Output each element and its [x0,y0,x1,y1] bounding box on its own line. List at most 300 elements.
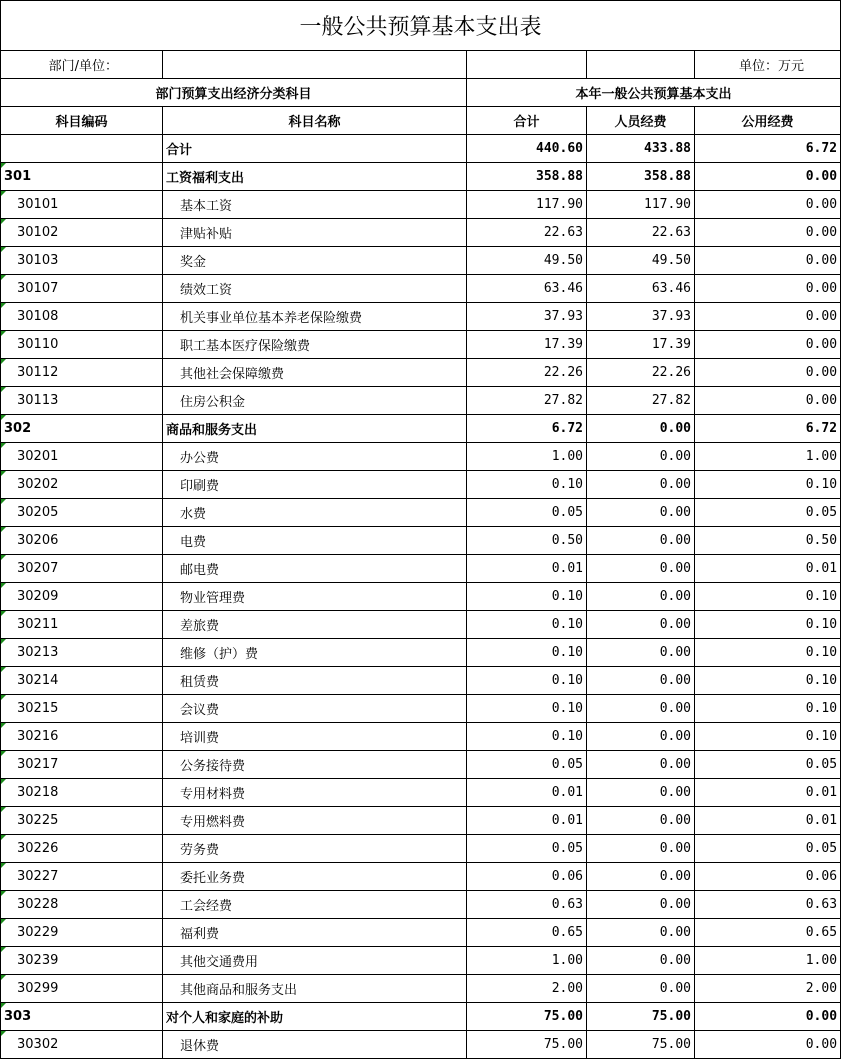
cell-public-text: 0.00 [805,337,838,352]
cell-personnel-text: 0.00 [659,617,691,632]
cell-public-text: 0.00 [805,1009,838,1024]
cell-total [467,807,587,835]
cell-name [163,163,467,191]
cell-code-text: 30227 [17,869,59,884]
cell-code [1,1031,163,1059]
cell-code [1,247,163,275]
cell-public-text: 0.10 [805,589,838,604]
cell-name [163,415,467,443]
cell-marker-icon [1,1003,6,1008]
cell-public [695,1003,841,1031]
cell-total-text: 0.63 [551,897,583,912]
table-row [1,947,841,975]
cell-total-text: 27.82 [543,393,583,408]
cell-name-text: 电费 [180,535,207,550]
group-header-left: 部门预算支出经济分类科目 [1,79,467,107]
table-row [1,555,841,583]
cell-total [467,359,587,387]
cell-name [163,863,467,891]
cell-personnel-text: 0.00 [659,673,691,688]
table-row [1,835,841,863]
cell-personnel [587,331,695,359]
cell-personnel-text: 117.90 [644,197,691,212]
cell-total-text: 0.10 [551,645,583,660]
cell-total-text: 17.39 [543,337,583,352]
cell-public [695,919,841,947]
cell-total [467,947,587,975]
cell-personnel [587,611,695,639]
table-row [1,471,841,499]
cell-code-text: 30216 [17,729,59,744]
cell-name [163,1003,467,1031]
cell-code [1,611,163,639]
cell-marker-icon [1,751,6,756]
cell-marker-icon [1,303,6,308]
cell-public [695,275,841,303]
cell-public [695,975,841,1003]
cell-personnel-text: 0.00 [659,449,691,464]
cell-marker-icon [1,639,6,644]
cell-total-text: 0.10 [551,701,583,716]
cell-code [1,583,163,611]
cell-code-text: 30101 [17,197,59,212]
cell-name-text: 奖金 [180,255,207,270]
cell-total-text: 0.01 [551,813,583,828]
cell-marker-icon [1,891,6,896]
cell-code-text: 30218 [17,785,59,800]
cell-total-text: 0.10 [551,729,583,744]
cell-code-text: 30201 [17,449,59,464]
cell-code-text: 30107 [17,281,59,296]
cell-name-text: 专用材料费 [180,787,246,802]
cell-name-text: 商品和服务支出 [166,423,258,438]
cell-public-text: 0.05 [805,505,838,520]
cell-personnel-text: 0.00 [659,701,691,716]
cell-code-text: 30228 [17,897,59,912]
cell-personnel-text: 0.00 [659,953,691,968]
cell-marker-icon [1,499,6,504]
cell-personnel [587,1031,695,1059]
cell-code-text: 30108 [17,309,59,324]
cell-marker-icon [1,191,6,196]
cell-code-text: 303 [4,1009,32,1024]
cell-public [695,303,841,331]
cell-public [695,779,841,807]
cell-total [467,191,587,219]
cell-personnel-text: 0.00 [659,477,691,492]
cell-public-text: 0.01 [805,785,838,800]
cell-name-text: 工资福利支出 [166,171,245,186]
cell-personnel-text: 22.63 [651,225,691,240]
cell-public [695,443,841,471]
cell-total [467,135,587,163]
cell-public [695,835,841,863]
cell-personnel-text: 22.26 [651,365,691,380]
cell-personnel-text: 0.00 [659,897,691,912]
cell-name-text: 退休费 [180,1039,220,1054]
cell-public-text: 0.10 [805,645,838,660]
table-row [1,1031,841,1059]
cell-code-text: 302 [4,421,32,436]
cell-marker-icon [1,331,6,336]
table-row [1,695,841,723]
cell-name-text: 租赁费 [180,675,220,690]
cell-total [467,331,587,359]
cell-marker-icon [1,555,6,560]
cell-public [695,527,841,555]
cell-code-text: 301 [4,169,32,184]
cell-personnel-text: 0.00 [659,533,691,548]
cell-personnel [587,443,695,471]
cell-total-text: 0.65 [551,925,583,940]
cell-marker-icon [1,807,6,812]
cell-name-text: 机关事业单位基本养老保险缴费 [180,311,363,326]
cell-code-text: 30299 [17,981,59,996]
cell-personnel [587,275,695,303]
dept-label: 部门/单位： [1,51,163,79]
cell-personnel [587,471,695,499]
cell-total-text: 440.60 [536,141,583,156]
table-row [1,415,841,443]
cell-name [163,135,467,163]
cell-public-text: 0.00 [805,253,838,268]
cell-public-text: 0.01 [805,813,838,828]
cell-personnel-text: 0.00 [659,813,691,828]
cell-marker-icon [1,471,6,476]
cell-public-text: 0.10 [805,701,838,716]
cell-public-text: 0.10 [805,673,838,688]
cell-total [467,639,587,667]
cell-personnel [587,835,695,863]
cell-code [1,667,163,695]
cell-public-text: 0.00 [805,169,838,184]
cell-total-text: 37.93 [543,309,583,324]
cell-total [467,891,587,919]
table-row [1,303,841,331]
cell-public [695,415,841,443]
cell-personnel [587,947,695,975]
cell-marker-icon [1,583,6,588]
cell-name [163,779,467,807]
table-row [1,863,841,891]
cell-personnel-text: 0.00 [659,589,691,604]
cell-personnel-text: 0.00 [659,757,691,772]
cell-marker-icon [1,275,6,280]
cell-name-text: 福利费 [180,927,220,942]
cell-marker-icon [1,359,6,364]
cell-total-text: 0.10 [551,673,583,688]
cell-total [467,219,587,247]
cell-public [695,219,841,247]
cell-public-text: 0.00 [805,309,838,324]
cell-total [467,527,587,555]
cell-marker-icon [1,779,6,784]
cell-name [163,247,467,275]
cell-code-text: 30205 [17,505,59,520]
cell-total [467,499,587,527]
cell-name-text: 差旅费 [180,619,220,634]
cell-public [695,695,841,723]
cell-name-text: 物业管理费 [180,591,246,606]
cell-marker-icon [1,387,6,392]
cell-name [163,639,467,667]
cell-code-text: 30112 [17,365,59,380]
cell-public [695,499,841,527]
cell-marker-icon [1,527,6,532]
cell-total [467,471,587,499]
cell-code-text: 30226 [17,841,59,856]
col-header-total: 合计 [467,107,587,135]
cell-public [695,639,841,667]
cell-code [1,695,163,723]
cell-name [163,835,467,863]
cell-total-text: 0.10 [551,589,583,604]
cell-marker-icon [1,863,6,868]
cell-name-text: 劳务费 [180,843,220,858]
cell-marker-icon [1,219,6,224]
cell-public [695,807,841,835]
cell-name-text: 合计 [166,143,193,158]
cell-personnel-text: 0.00 [659,869,691,884]
cell-name-text: 职工基本医疗保险缴费 [180,339,311,354]
cell-marker-icon [1,919,6,924]
cell-name [163,219,467,247]
cell-code-text: 30202 [17,477,59,492]
cell-code [1,555,163,583]
cell-personnel [587,191,695,219]
cell-public-text: 0.50 [805,533,838,548]
cell-public [695,387,841,415]
cell-code-text: 30229 [17,925,59,940]
cell-total [467,779,587,807]
cell-total-text: 117.90 [536,197,583,212]
cell-name-text: 对个人和家庭的补助 [166,1011,284,1026]
cell-name-text: 其他社会保障缴费 [180,367,285,382]
cell-code [1,303,163,331]
cell-personnel-text: 0.00 [659,729,691,744]
cell-marker-icon [1,415,6,420]
cell-code [1,359,163,387]
cell-name-text: 工会经费 [180,899,233,914]
cell-personnel-text: 37.93 [651,309,691,324]
cell-total [467,667,587,695]
cell-code-text: 30302 [17,1037,59,1052]
table-row [1,779,841,807]
cell-marker-icon [1,947,6,952]
cell-total [467,387,587,415]
cell-code [1,751,163,779]
table-row [1,387,841,415]
cell-total [467,303,587,331]
cell-public [695,135,841,163]
cell-name [163,807,467,835]
table-row [1,191,841,219]
cell-public [695,247,841,275]
cell-name [163,555,467,583]
cell-name [163,359,467,387]
cell-public-text: 6.72 [805,141,838,156]
cell-personnel-text: 358.88 [644,169,691,184]
cell-name [163,275,467,303]
cell-personnel-text: 0.00 [659,421,691,436]
cell-code [1,415,163,443]
cell-total-text: 0.05 [551,505,583,520]
cell-public-text: 0.05 [805,757,838,772]
cell-code [1,331,163,359]
cell-code-text: 30213 [17,645,59,660]
cell-code-text: 30206 [17,533,59,548]
cell-public-text: 0.63 [805,897,838,912]
cell-name-text: 津贴补贴 [180,227,233,242]
cell-name-text: 印刷费 [180,479,220,494]
cell-name [163,891,467,919]
cell-personnel [587,555,695,583]
cell-total [467,863,587,891]
cell-name-text: 住房公积金 [180,395,246,410]
cell-total-text: 49.50 [543,253,583,268]
table-row [1,751,841,779]
cell-personnel [587,919,695,947]
cell-name [163,303,467,331]
cell-public-text: 0.10 [805,729,838,744]
cell-marker-icon [1,835,6,840]
table-row [1,275,841,303]
cell-personnel [587,359,695,387]
cell-total-text: 1.00 [551,449,583,464]
cell-total-text: 0.10 [551,477,583,492]
cell-marker-icon [1,163,6,168]
cell-code-text: 30209 [17,589,59,604]
cell-personnel [587,723,695,751]
blank-cell [587,51,695,79]
col-header-code: 科目编码 [1,107,163,135]
cell-name-text: 维修（护）费 [180,647,259,662]
cell-public [695,359,841,387]
cell-total-text: 6.72 [551,421,583,436]
cell-total-text: 0.01 [551,561,583,576]
cell-total-text: 0.50 [551,533,583,548]
cell-name [163,723,467,751]
cell-marker-icon [1,667,6,672]
cell-name-text: 会议费 [180,703,220,718]
cell-name [163,611,467,639]
cell-public-text: 0.00 [805,1037,838,1052]
cell-name [163,1031,467,1059]
cell-code [1,527,163,555]
cell-code-text: 30102 [17,225,59,240]
cell-total-text: 22.63 [543,225,583,240]
cell-personnel [587,135,695,163]
cell-total-text: 358.88 [536,169,583,184]
cell-name-text: 绩效工资 [180,283,233,298]
cell-public [695,555,841,583]
cell-personnel [587,499,695,527]
cell-personnel [587,583,695,611]
cell-total [467,919,587,947]
cell-personnel [587,667,695,695]
cell-personnel-text: 0.00 [659,841,691,856]
cell-public-text: 0.00 [805,365,838,380]
cell-code [1,163,163,191]
cell-personnel-text: 63.46 [651,281,691,296]
cell-marker-icon [1,975,6,980]
cell-personnel [587,247,695,275]
cell-name [163,667,467,695]
table-row [1,723,841,751]
group-header-right: 本年一般公共预算基本支出 [467,79,841,107]
table-row [1,247,841,275]
cell-personnel [587,219,695,247]
cell-public-text: 0.01 [805,561,838,576]
table-row [1,639,841,667]
cell-code-text: 30239 [17,953,59,968]
cell-public [695,891,841,919]
cell-total [467,443,587,471]
cell-code [1,639,163,667]
cell-code-text: 30103 [17,253,59,268]
col-header-personnel: 人员经费 [587,107,695,135]
cell-code-text: 30214 [17,673,59,688]
cell-personnel-text: 0.00 [659,645,691,660]
cell-public [695,723,841,751]
cell-total [467,583,587,611]
cell-total [467,247,587,275]
cell-public-text: 0.10 [805,477,838,492]
cell-code [1,779,163,807]
cell-personnel-text: 433.88 [644,141,691,156]
cell-code-text: 30211 [17,617,59,632]
cell-total-text: 75.00 [543,1009,583,1024]
cell-personnel [587,779,695,807]
cell-public-text: 0.00 [805,225,838,240]
cell-code [1,219,163,247]
cell-personnel [587,1003,695,1031]
cell-name-text: 基本工资 [180,199,233,214]
cell-code-text: 30113 [17,393,59,408]
cell-name-text: 办公费 [180,451,220,466]
cell-marker-icon [1,723,6,728]
cell-personnel [587,415,695,443]
cell-total [467,695,587,723]
cell-marker-icon [1,1031,6,1036]
cell-code-text: 30215 [17,701,59,716]
cell-total-text: 63.46 [543,281,583,296]
table-row [1,667,841,695]
cell-total [467,751,587,779]
cell-public-text: 0.05 [805,841,838,856]
cell-personnel [587,751,695,779]
cell-name [163,695,467,723]
cell-public-text: 0.65 [805,925,838,940]
cell-name [163,527,467,555]
cell-personnel [587,163,695,191]
table-row [1,919,841,947]
cell-personnel-text: 27.82 [651,393,691,408]
dept-value-cell[interactable] [163,51,467,79]
cell-personnel-text: 17.39 [651,337,691,352]
cell-name [163,471,467,499]
cell-personnel-text: 0.00 [659,505,691,520]
cell-code [1,835,163,863]
cell-name-text: 公务接待费 [180,759,246,774]
cell-total [467,723,587,751]
cell-public [695,471,841,499]
cell-marker-icon [1,443,6,448]
cell-personnel [587,891,695,919]
cell-total-text: 2.00 [551,981,583,996]
cell-public [695,611,841,639]
cell-total [467,415,587,443]
